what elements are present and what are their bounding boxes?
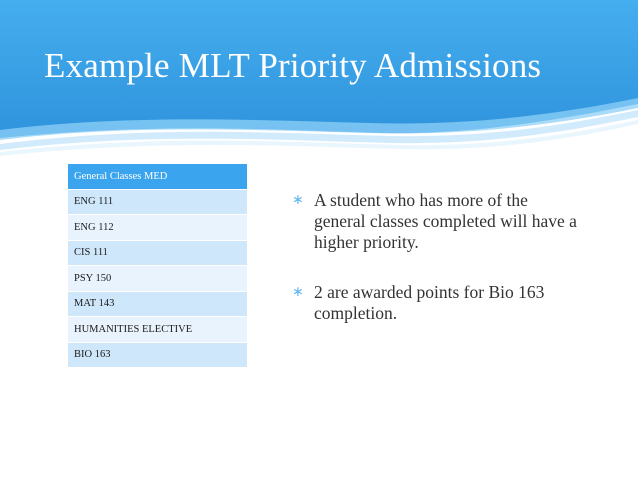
bullet-text: 2 are awarded points for Bio 163 completion. — [314, 282, 545, 323]
table-cell: ENG 112 — [68, 215, 248, 241]
table-cell: CIS 111 — [68, 240, 248, 266]
table-row — [68, 266, 248, 292]
bullet-item — [292, 190, 582, 253]
bullet-list — [292, 190, 582, 353]
table-cell: MAT 143 — [68, 291, 248, 317]
table-cell: ENG 111 — [68, 189, 248, 215]
general-classes-table — [67, 163, 248, 368]
table-cell: BIO 163 — [68, 342, 248, 368]
asterisk-icon: ∗ — [292, 284, 304, 300]
table-cell: PSY 150 — [68, 266, 248, 292]
table-header-cell: General Classes MED — [68, 164, 248, 190]
table-row — [68, 189, 248, 215]
table-row — [68, 215, 248, 241]
slide-title: Example MLT Priority Admissions — [44, 46, 542, 85]
bullet-item — [292, 282, 582, 324]
table-cell: HUMANITIES ELECTIVE — [68, 317, 248, 343]
bullet-text: A student who has more of the general classes completed will have a higher priority. — [314, 190, 577, 252]
table-row — [68, 240, 248, 266]
asterisk-icon: ∗ — [292, 192, 304, 208]
table-header-row — [68, 164, 248, 190]
table-row — [68, 291, 248, 317]
table-row — [68, 342, 248, 368]
table-row — [68, 317, 248, 343]
